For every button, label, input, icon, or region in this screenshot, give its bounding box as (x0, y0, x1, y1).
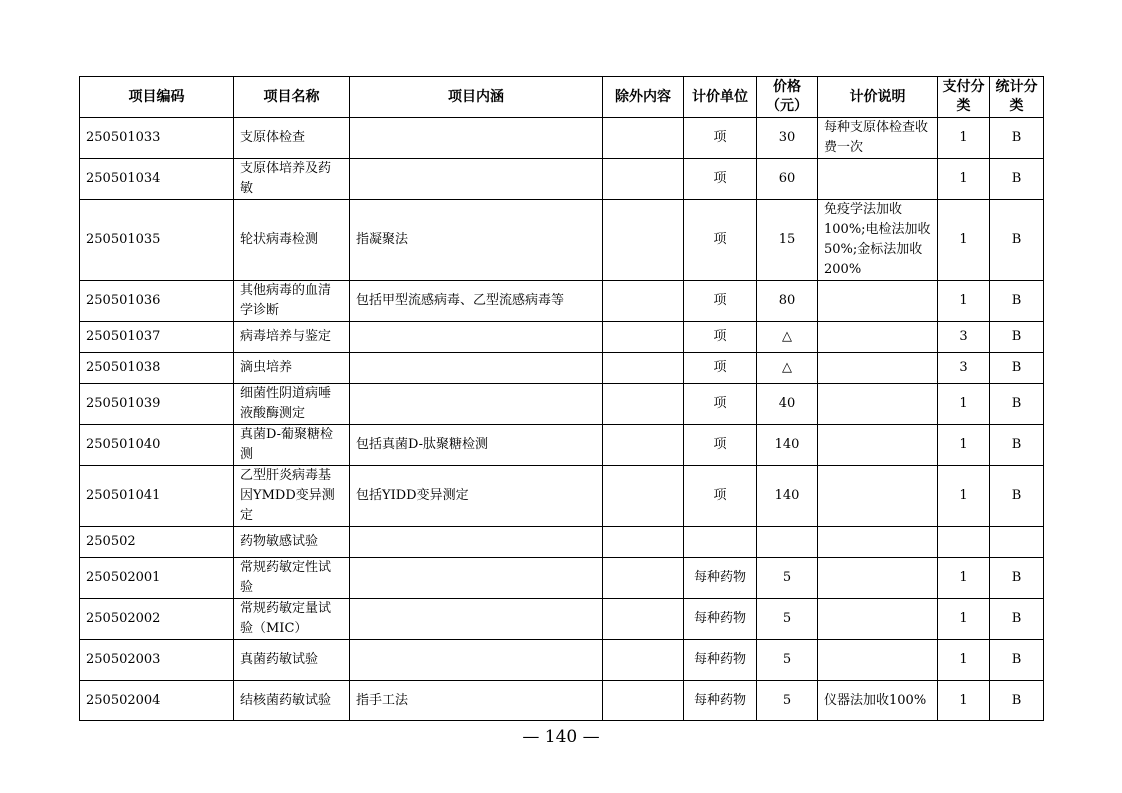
cell-unit: 每种药物 (684, 640, 757, 681)
cell-pay-class: 1 (938, 384, 990, 425)
cell-stat-class: B (990, 466, 1044, 527)
cell-code: 250501038 (80, 353, 234, 384)
cell-note (818, 384, 938, 425)
cell-unit: 项 (684, 281, 757, 322)
cell-code: 250501033 (80, 118, 234, 159)
cell-exclusion (603, 558, 684, 599)
cell-name: 真菌药敏试验 (234, 640, 350, 681)
cell-stat-class: B (990, 425, 1044, 466)
cell-unit: 项 (684, 353, 757, 384)
cell-pay-class: 1 (938, 681, 990, 721)
cell-name: 常规药敏定性试验 (234, 558, 350, 599)
cell-unit: 项 (684, 322, 757, 353)
cell-pay-class (938, 527, 990, 558)
table-row (80, 384, 1044, 425)
cell-code: 250502002 (80, 599, 234, 640)
cell-name: 常规药敏定量试验（MIC） (234, 599, 350, 640)
table-row (80, 281, 1044, 322)
table-row (80, 353, 1044, 384)
cell-stat-class: B (990, 681, 1044, 721)
price-table (79, 76, 1044, 721)
cell-note (818, 599, 938, 640)
cell-pay-class: 3 (938, 353, 990, 384)
cell-content (350, 118, 603, 159)
table-row (80, 322, 1044, 353)
cell-name: 乙型肝炎病毒基因YMDD变异测定 (234, 466, 350, 527)
page-number: — 140 — (522, 727, 600, 747)
cell-note (818, 281, 938, 322)
cell-price: 15 (757, 200, 818, 281)
cell-stat-class: B (990, 353, 1044, 384)
cell-content (350, 159, 603, 200)
table-row (80, 425, 1044, 466)
cell-price: 5 (757, 558, 818, 599)
table-row (80, 118, 1044, 159)
cell-unit: 每种药物 (684, 681, 757, 721)
cell-exclusion (603, 200, 684, 281)
cell-name: 其他病毒的血清学诊断 (234, 281, 350, 322)
cell-unit: 项 (684, 466, 757, 527)
cell-stat-class: B (990, 118, 1044, 159)
cell-code: 250501037 (80, 322, 234, 353)
cell-stat-class: B (990, 322, 1044, 353)
cell-name: 药物敏感试验 (234, 527, 350, 558)
cell-note (818, 558, 938, 599)
cell-note (818, 466, 938, 527)
cell-note (818, 159, 938, 200)
cell-content (350, 527, 603, 558)
cell-content (350, 558, 603, 599)
cell-note: 免疫学法加收100%;电检法加收50%;金标法加收200% (818, 200, 938, 281)
cell-content (350, 599, 603, 640)
table-row (80, 200, 1044, 281)
cell-content (350, 353, 603, 384)
cell-price: △ (757, 322, 818, 353)
cell-stat-class: B (990, 558, 1044, 599)
table-row (80, 159, 1044, 200)
cell-unit: 项 (684, 384, 757, 425)
header-code: 项目编码 (80, 77, 234, 118)
table-row (80, 527, 1044, 558)
header-row (80, 77, 1044, 118)
header-exclusion: 除外内容 (603, 77, 684, 118)
cell-unit: 项 (684, 159, 757, 200)
table-row (80, 599, 1044, 640)
cell-content (350, 322, 603, 353)
cell-code: 250502003 (80, 640, 234, 681)
cell-content: 包括YIDD变异测定 (350, 466, 603, 527)
cell-price: 60 (757, 159, 818, 200)
cell-pay-class: 1 (938, 640, 990, 681)
cell-code: 250502004 (80, 681, 234, 721)
table-row (80, 466, 1044, 527)
cell-code: 250502001 (80, 558, 234, 599)
cell-pay-class: 1 (938, 118, 990, 159)
cell-code: 250502 (80, 527, 234, 558)
cell-name: 真菌D-葡聚糖检测 (234, 425, 350, 466)
cell-name: 结核菌药敏试验 (234, 681, 350, 721)
cell-price: 5 (757, 640, 818, 681)
cell-content: 指凝聚法 (350, 200, 603, 281)
cell-exclusion (603, 384, 684, 425)
cell-price: 80 (757, 281, 818, 322)
cell-price: 140 (757, 466, 818, 527)
header-name: 项目名称 (234, 77, 350, 118)
table-row (80, 558, 1044, 599)
cell-pay-class: 1 (938, 558, 990, 599)
cell-stat-class: B (990, 159, 1044, 200)
cell-content: 指手工法 (350, 681, 603, 721)
cell-pay-class: 3 (938, 322, 990, 353)
cell-note (818, 640, 938, 681)
cell-unit: 每种药物 (684, 558, 757, 599)
header-content: 项目内涵 (350, 77, 603, 118)
cell-price: 30 (757, 118, 818, 159)
cell-pay-class: 1 (938, 599, 990, 640)
cell-code: 250501035 (80, 200, 234, 281)
cell-stat-class: B (990, 281, 1044, 322)
header-unit: 计价单位 (684, 77, 757, 118)
cell-code: 250501039 (80, 384, 234, 425)
cell-unit: 项 (684, 425, 757, 466)
cell-code: 250501040 (80, 425, 234, 466)
cell-price (757, 527, 818, 558)
cell-exclusion (603, 599, 684, 640)
cell-stat-class: B (990, 640, 1044, 681)
header-note: 计价说明 (818, 77, 938, 118)
cell-stat-class: B (990, 200, 1044, 281)
cell-content: 包括真菌D-肽聚糖检测 (350, 425, 603, 466)
cell-stat-class: B (990, 599, 1044, 640)
cell-price: △ (757, 353, 818, 384)
cell-exclusion (603, 640, 684, 681)
cell-code: 250501034 (80, 159, 234, 200)
cell-exclusion (603, 527, 684, 558)
cell-price: 5 (757, 599, 818, 640)
cell-name: 支原体培养及药敏 (234, 159, 350, 200)
cell-stat-class (990, 527, 1044, 558)
cell-note (818, 322, 938, 353)
cell-unit: 项 (684, 200, 757, 281)
cell-unit: 项 (684, 118, 757, 159)
cell-note (818, 353, 938, 384)
cell-exclusion (603, 466, 684, 527)
cell-price: 5 (757, 681, 818, 721)
cell-name: 病毒培养与鉴定 (234, 322, 350, 353)
cell-name: 轮状病毒检测 (234, 200, 350, 281)
cell-code: 250501036 (80, 281, 234, 322)
cell-pay-class: 1 (938, 159, 990, 200)
cell-content (350, 384, 603, 425)
cell-note: 每种支原体检查收费一次 (818, 118, 938, 159)
cell-name: 细菌性阴道病唾液酸酶测定 (234, 384, 350, 425)
cell-exclusion (603, 681, 684, 721)
cell-note (818, 527, 938, 558)
cell-price: 40 (757, 384, 818, 425)
cell-name: 支原体检查 (234, 118, 350, 159)
cell-code: 250501041 (80, 466, 234, 527)
cell-unit (684, 527, 757, 558)
cell-price: 140 (757, 425, 818, 466)
cell-pay-class: 1 (938, 425, 990, 466)
cell-exclusion (603, 159, 684, 200)
table-row (80, 640, 1044, 681)
cell-pay-class: 1 (938, 281, 990, 322)
cell-exclusion (603, 353, 684, 384)
cell-note (818, 425, 938, 466)
cell-pay-class: 1 (938, 466, 990, 527)
cell-exclusion (603, 118, 684, 159)
header-pay-class: 支付分类 (938, 77, 990, 118)
cell-content: 包括甲型流感病毒、乙型流感病毒等 (350, 281, 603, 322)
cell-unit: 每种药物 (684, 599, 757, 640)
table-row (80, 681, 1044, 721)
cell-name: 滴虫培养 (234, 353, 350, 384)
cell-pay-class: 1 (938, 200, 990, 281)
cell-note: 仪器法加收100% (818, 681, 938, 721)
cell-exclusion (603, 322, 684, 353)
header-stat-class: 统计分类 (990, 77, 1044, 118)
cell-exclusion (603, 425, 684, 466)
header-price: 价格（元） (757, 77, 818, 118)
cell-content (350, 640, 603, 681)
cell-exclusion (603, 281, 684, 322)
cell-stat-class: B (990, 384, 1044, 425)
